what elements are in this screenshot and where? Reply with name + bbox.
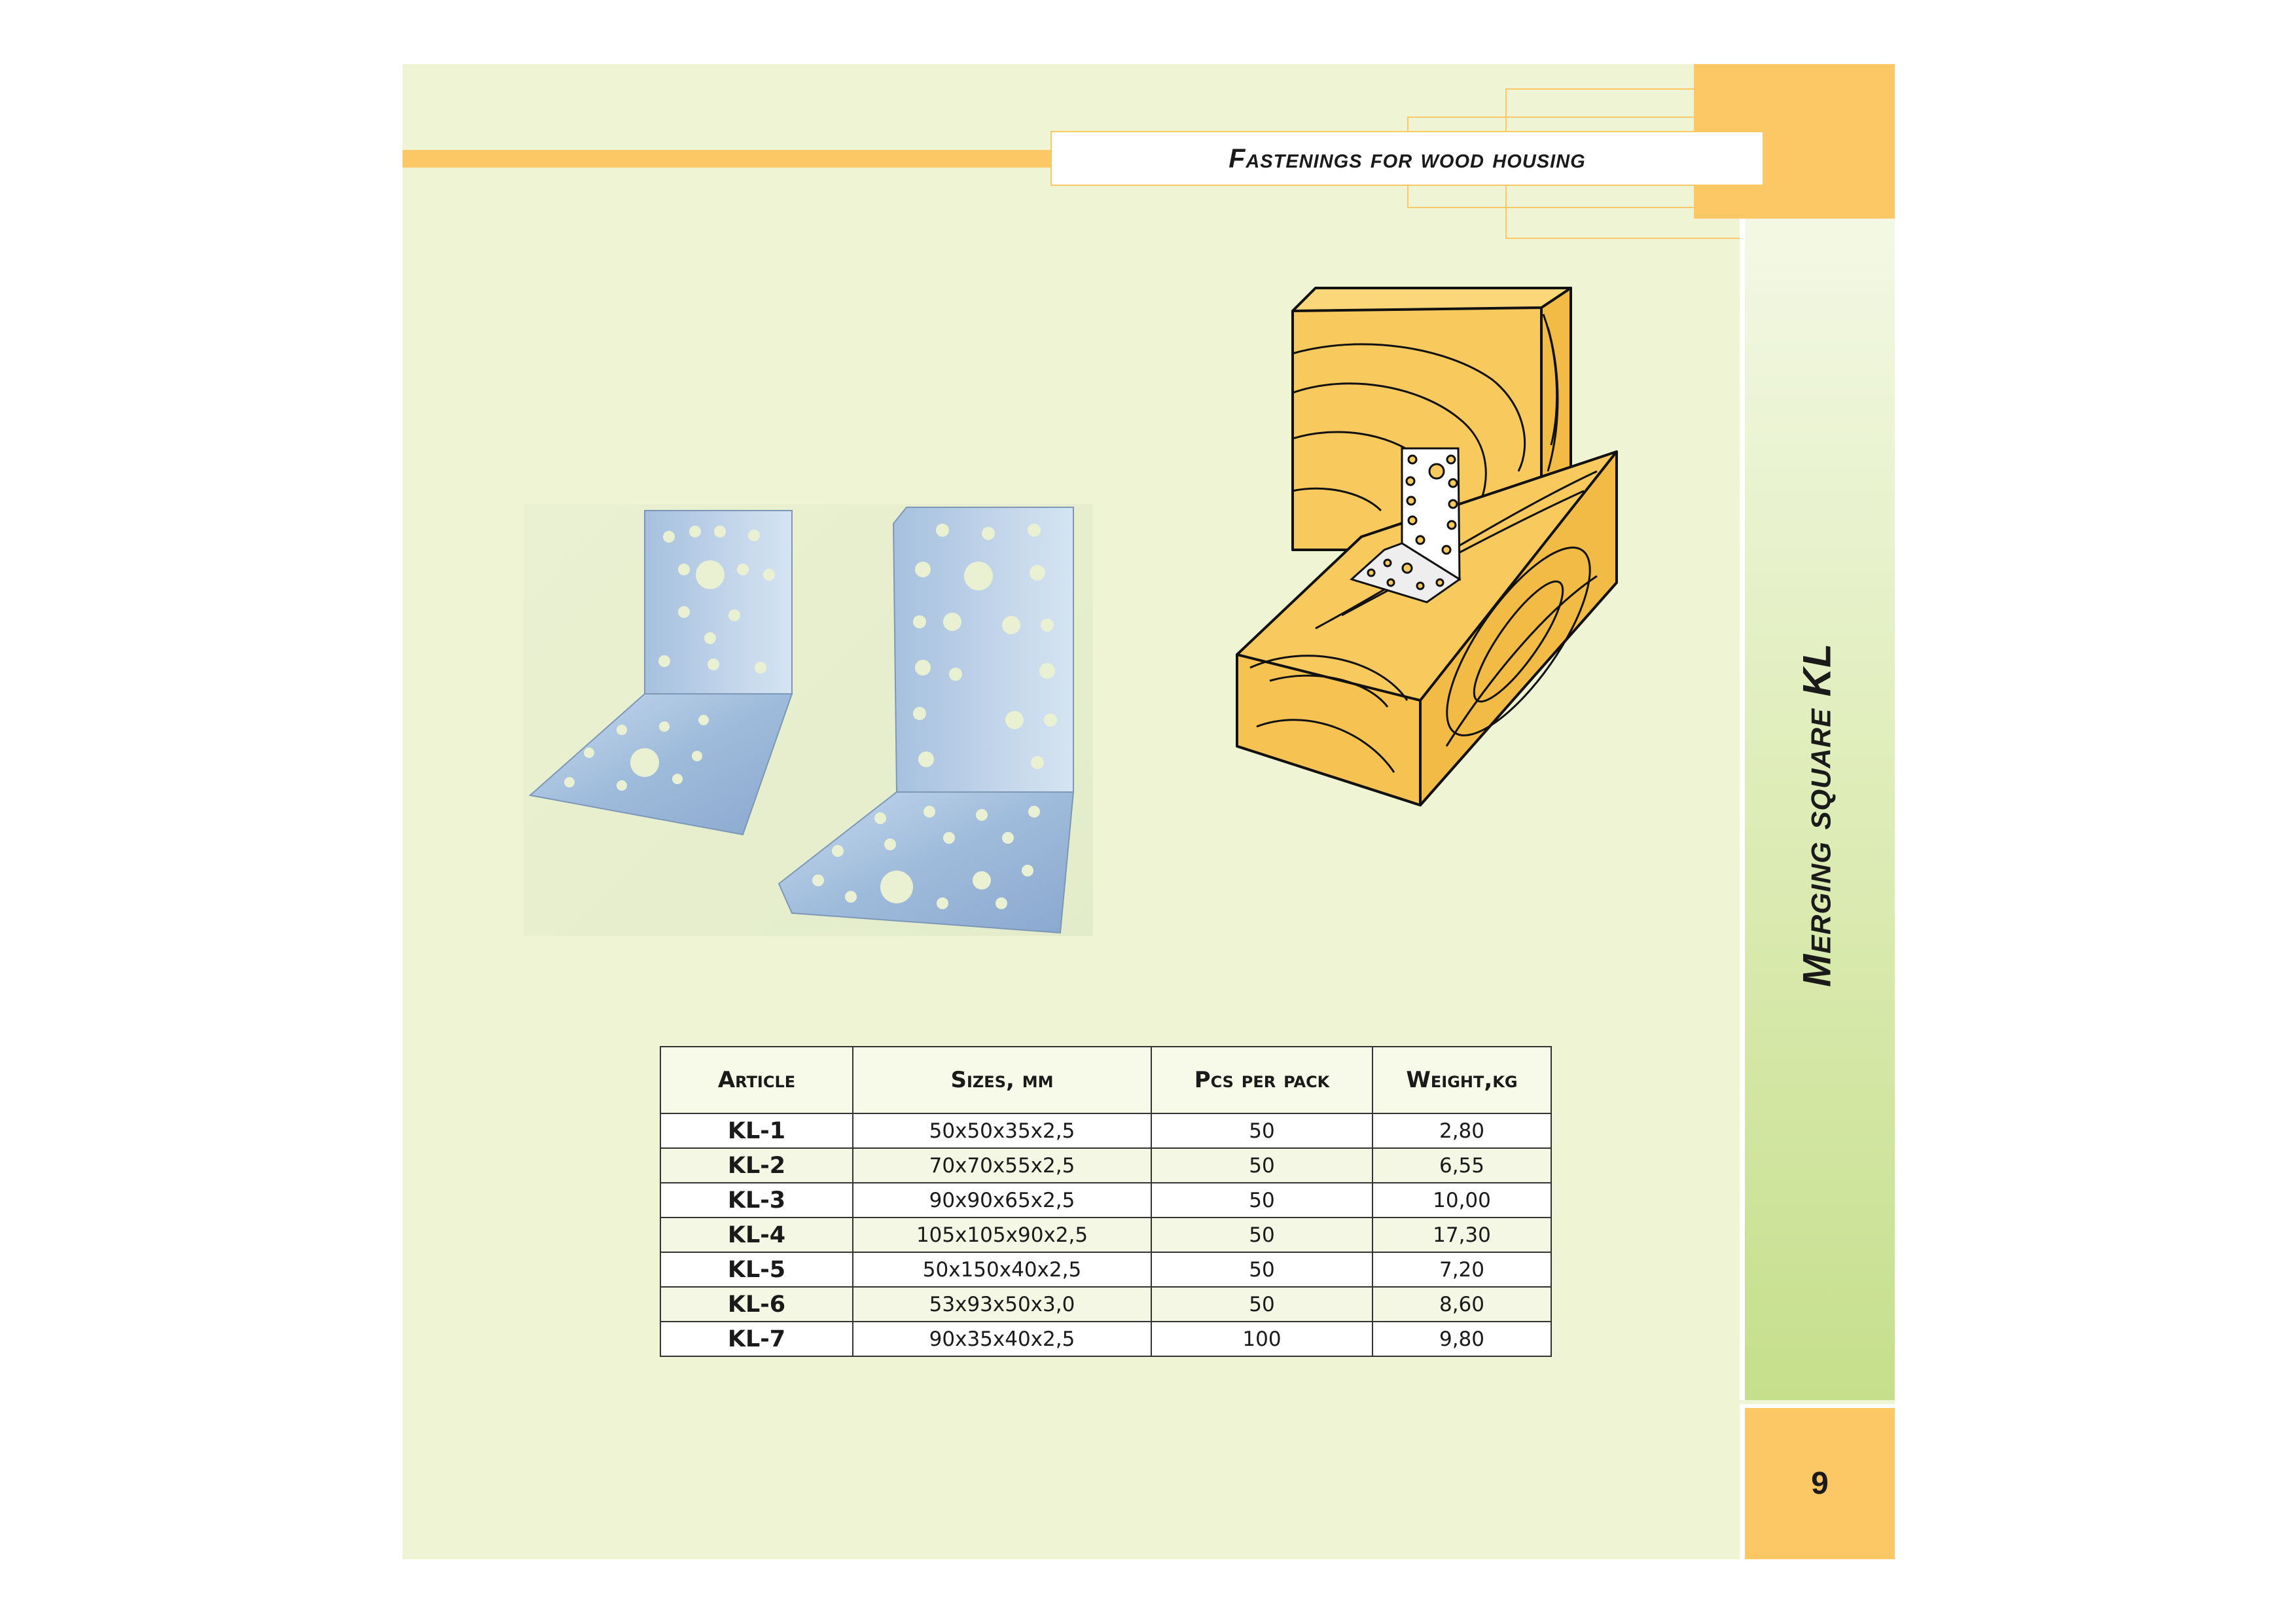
spec-table: [660, 1046, 1552, 1357]
header-sizes: Sizes, mm: [853, 1047, 1151, 1113]
cell-pcs: 50: [1151, 1252, 1372, 1287]
cell-pcs: 100: [1151, 1322, 1372, 1356]
cell-sizes: 50x50x35x2,5: [853, 1113, 1151, 1148]
timber-joint-drawing: [1230, 275, 1623, 818]
table-row: [660, 1218, 1551, 1252]
header-accent-bar: [403, 150, 1064, 168]
table-row: [660, 1183, 1551, 1218]
cell-sizes: 70x70x55x2,5: [853, 1148, 1151, 1183]
header-article: Article: [660, 1047, 853, 1113]
cell-weight: 7,20: [1372, 1252, 1551, 1287]
cell-pcs: 50: [1151, 1287, 1372, 1322]
cell-weight: 17,30: [1372, 1218, 1551, 1252]
table-header-row: [660, 1047, 1551, 1113]
table-row: [660, 1287, 1551, 1322]
cell-article: KL-7: [660, 1322, 853, 1356]
header-weight: Weight,kg: [1372, 1047, 1551, 1113]
page-number: 9: [1811, 1466, 1829, 1501]
cell-sizes: 50x150x40x2,5: [853, 1252, 1151, 1287]
header-pcs-per-pack: Pcs per pack: [1151, 1047, 1372, 1113]
cell-article: KL-1: [660, 1113, 853, 1148]
cell-weight: 9,80: [1372, 1322, 1551, 1356]
header-title-box: [1050, 131, 1764, 186]
table-row: [660, 1322, 1551, 1356]
header-title: Fastenings for wood housing: [1229, 143, 1586, 173]
table-row: [660, 1252, 1551, 1287]
cell-sizes: 90x90x65x2,5: [853, 1183, 1151, 1218]
cell-sizes: 105x105x90x2,5: [853, 1218, 1151, 1252]
cell-weight: 8,60: [1372, 1287, 1551, 1322]
table-row: [660, 1148, 1551, 1183]
cell-sizes: 90x35x40x2,5: [853, 1322, 1151, 1356]
cell-pcs: 50: [1151, 1218, 1372, 1252]
cell-article: KL-5: [660, 1252, 853, 1287]
cell-article: KL-3: [660, 1183, 853, 1218]
table-row: [660, 1113, 1551, 1148]
small-bracket: [530, 511, 792, 835]
sidebar-title: Merging square KL: [1795, 643, 1839, 987]
large-bracket: [779, 507, 1073, 933]
cell-article: KL-6: [660, 1287, 853, 1322]
cell-weight: 6,55: [1372, 1148, 1551, 1183]
cell-weight: 10,00: [1372, 1183, 1551, 1218]
cell-weight: 2,80: [1372, 1113, 1551, 1148]
cell-sizes: 53x93x50x3,0: [853, 1287, 1151, 1322]
cell-article: KL-2: [660, 1148, 853, 1183]
cell-pcs: 50: [1151, 1148, 1372, 1183]
cell-article: KL-4: [660, 1218, 853, 1252]
cell-pcs: 50: [1151, 1113, 1372, 1148]
product-photo: [524, 504, 1093, 936]
cell-pcs: 50: [1151, 1183, 1372, 1218]
page-number-box: [1740, 1404, 1895, 1559]
